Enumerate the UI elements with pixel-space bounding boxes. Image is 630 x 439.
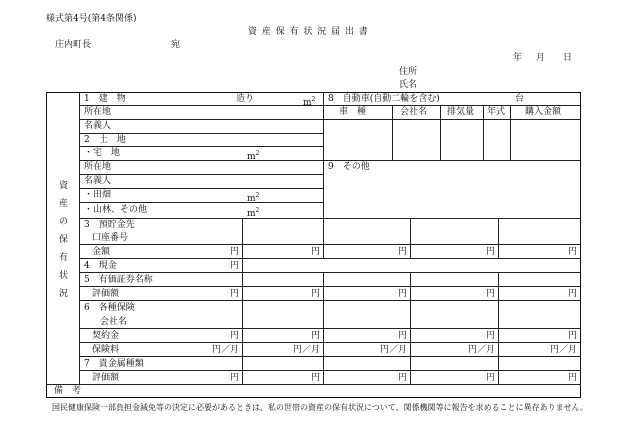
remarks-label: 備 考 (54, 386, 82, 396)
assets-label-7: 況 (59, 289, 69, 299)
land-residential: ・宅 地 (84, 148, 121, 158)
addressee-suffix: 宛 (171, 40, 181, 50)
insurance-contract-yen-2: 円 (311, 331, 321, 341)
name-label: 氏名 (399, 80, 418, 90)
savings-yen-2: 円 (311, 247, 321, 257)
date-year: 年 (513, 53, 523, 63)
securities-yen-3: 円 (398, 289, 408, 299)
assets-label-5: 有 (59, 253, 69, 263)
savings-yen-5: 円 (568, 247, 578, 257)
savings-header: 3 預貯金先 (84, 220, 135, 230)
vehicles-col-year: 年式 (487, 107, 506, 117)
land-location: 所在地 (84, 162, 112, 172)
insurance-contract: 契約金 (92, 331, 120, 341)
insurance-premium-yen-2: 円／月 (293, 345, 321, 355)
metals-header: 7 貴金属種類 (84, 359, 144, 369)
assets-label-4: 保 (59, 235, 69, 245)
insurance-contract-yen-1: 円 (230, 331, 240, 341)
insurance-contract-yen-3: 円 (398, 331, 408, 341)
metals-yen-3: 円 (398, 373, 408, 383)
savings-yen-4: 円 (486, 247, 496, 257)
insurance-premium-yen-3: 円／月 (380, 345, 408, 355)
savings-amount: 金額 (92, 247, 111, 257)
metals-yen-5: 円 (568, 373, 578, 383)
vehicles-col-price: 購入金額 (525, 107, 562, 117)
savings-yen-1: 円 (230, 247, 240, 257)
buildings-area-unit: $m^2$ (303, 96, 316, 108)
securities-yen-2: 円 (311, 289, 321, 299)
securities-yen-1: 円 (230, 289, 240, 299)
vehicles-col-company: 会社名 (400, 107, 428, 117)
savings-yen-3: 円 (398, 247, 408, 257)
land-owner: 名義人 (84, 176, 112, 186)
land-residential-unit: $m^2$ (247, 150, 260, 162)
metals-yen-2: 円 (311, 373, 321, 383)
buildings-header: 1 建 物 (84, 94, 126, 104)
footer-note: 国民健康保険一部負担金減免等の決定に必要があるときは、私の世帯の資産の保有状況について、関係機関等に報告を求めることに異存ありません。 (52, 403, 589, 412)
others-header: 9 その他 (328, 162, 370, 172)
buildings-location: 所在地 (84, 107, 112, 117)
form-number: 様式第4号(第4条関係) (46, 14, 137, 24)
vehicles-count-unit: 台 (515, 94, 525, 104)
addressee: 庄内町長 (55, 40, 92, 50)
securities-yen-5: 円 (568, 289, 578, 299)
vehicles-col-type: 車 種 (339, 107, 367, 117)
assets-label-6: 状 (59, 271, 69, 281)
insurance-header: 6 各種保険 (84, 303, 135, 313)
land-field-unit: $m^2$ (247, 192, 260, 204)
insurance-premium-yen-5: 円／月 (550, 345, 578, 355)
securities-yen-4: 円 (486, 289, 496, 299)
buildings-structure-unit: 造り (236, 94, 255, 104)
assets-label-1: 資 (59, 181, 69, 191)
vehicles-header: 8 自動車(自動二輪を含む) (328, 94, 440, 104)
land-field: ・田畑 (84, 190, 112, 200)
securities-header: 5 有価証券名称 (84, 275, 153, 285)
vehicles-col-displacement: 排気量 (447, 107, 475, 117)
metals-yen-1: 円 (230, 373, 240, 383)
cash-yen: 円 (230, 261, 240, 271)
land-forest: ・山林、その他 (84, 205, 148, 215)
address-label: 住所 (399, 67, 418, 77)
securities-valuation: 評価額 (92, 289, 120, 299)
savings-account-no: 口座番号 (92, 233, 129, 243)
metals-valuation: 評価額 (92, 373, 120, 383)
date-month: 月 (536, 53, 546, 63)
insurance-premium-yen-4: 円／月 (468, 345, 496, 355)
cash-header: 4 現金 (84, 261, 117, 271)
form-title: 資 産 保 有 状 況 届 出 書 (248, 27, 369, 37)
insurance-contract-yen-5: 円 (568, 331, 578, 341)
assets-label-3: の (59, 217, 69, 227)
land-forest-unit: $m^2$ (247, 207, 260, 219)
assets-label-2: 産 (59, 199, 69, 209)
insurance-contract-yen-4: 円 (486, 331, 496, 341)
insurance-premium: 保険料 (92, 345, 120, 355)
insurance-premium-yen-1: 円／月 (212, 345, 240, 355)
metals-yen-4: 円 (486, 373, 496, 383)
date-day: 日 (563, 53, 573, 63)
insurance-company: 会社名 (100, 317, 128, 327)
land-header: 2 土 地 (84, 135, 126, 145)
buildings-owner: 名義人 (84, 121, 112, 131)
